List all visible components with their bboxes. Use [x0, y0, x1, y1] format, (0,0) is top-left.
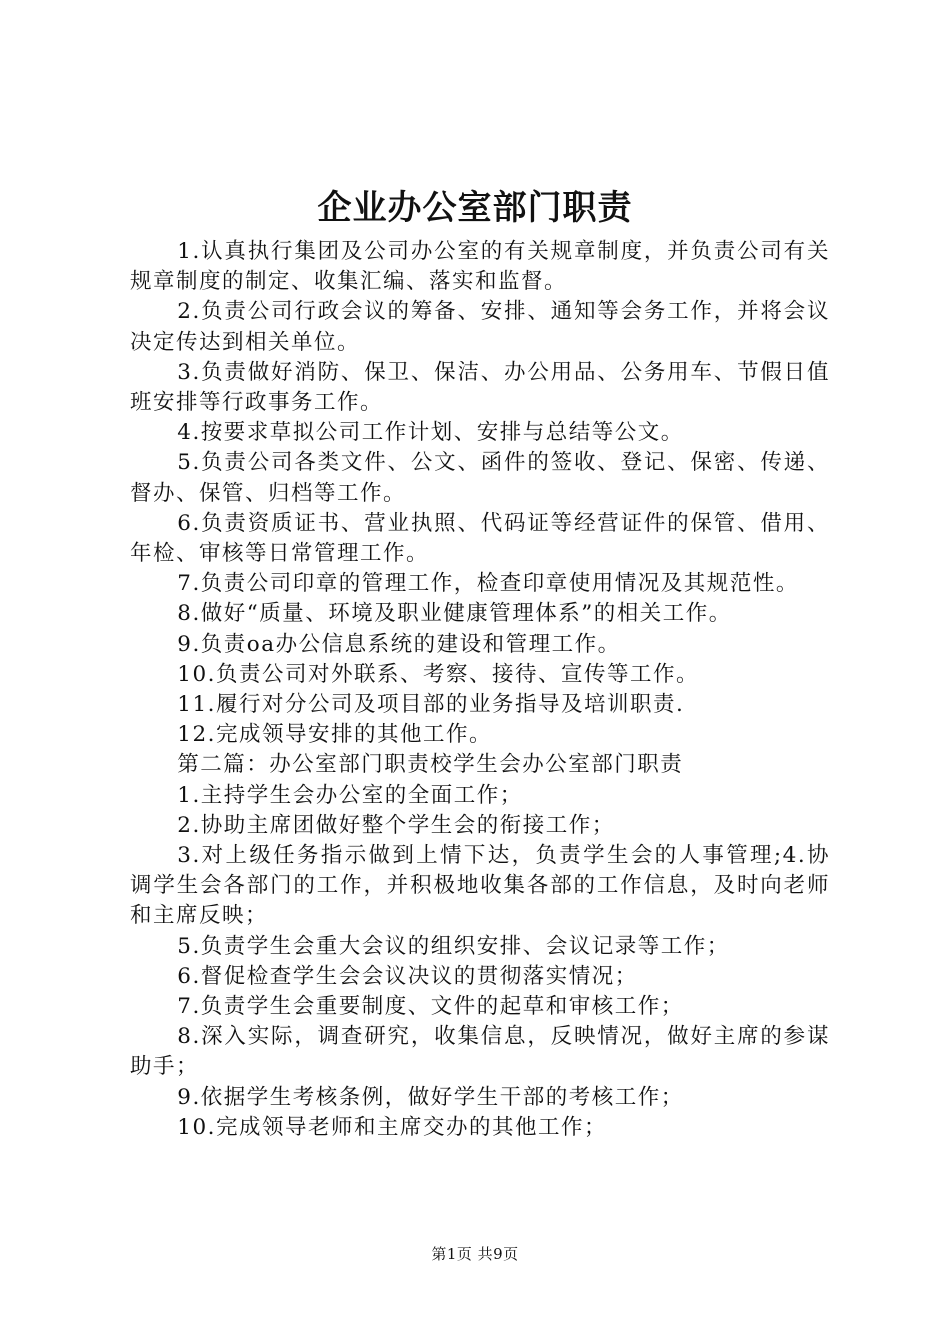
paragraph: 5.负责学生会重大会议的组织安排、会议记录等工作；: [177, 933, 730, 959]
paragraph: 2.负责公司行政会议的筹备、安排、通知等会务工作，并将会议决定传达到相关单位。: [130, 299, 830, 355]
paragraph: 2.协助主席团做好整个学生会的衔接工作；: [177, 812, 615, 838]
paragraph: 1.认真执行集团及公司办公室的有关规章制度，并负责公司有关规章制度的制定、收集汇编、落实和监督。: [130, 239, 830, 295]
paragraph: 7.负责学生会重要制度、文件的起草和审核工作；: [177, 994, 684, 1020]
paragraph: 10.完成领导老师和主席交办的其他工作；: [177, 1114, 607, 1140]
paragraph: 5.负责公司各类文件、公文、函件的签收、登记、保密、传递、督办、保管、归档等工作。: [130, 450, 830, 506]
paragraph: 1.主持学生会办公室的全面工作；: [177, 782, 523, 808]
paragraph: 7.负责公司印章的管理工作，检查印章使用情况及其规范性。: [177, 571, 799, 597]
paragraph: 10.负责公司对外联系、考察、接待、宣传等工作。: [177, 661, 699, 687]
section-heading: 第二篇：办公室部门职责校学生会办公室部门职责: [177, 752, 684, 778]
paragraph: 9.负责oa办公信息系统的建设和管理工作。: [177, 631, 621, 657]
paragraph: 9.依据学生考核条例，做好学生干部的考核工作；: [177, 1084, 684, 1110]
paragraph: 4.按要求草拟公司工作计划、安排与总结等公文。: [177, 420, 684, 446]
paragraph: 3.对上级任务指示做到上情下达，负责学生会的人事管理;4.协调学生会各部门的工作，并积极地收集各部的工作信息，及时向老师和主席反映；: [130, 843, 830, 929]
paragraph: 6.负责资质证书、营业执照、代码证等经营证件的保管、借用、年检、审核等日常管理工作。: [130, 510, 830, 567]
paragraph: 8.做好“质量、环境及职业健康管理体系”的相关工作。: [177, 601, 732, 627]
document-title: 企业办公室部门职责: [317, 188, 633, 228]
document-body: [130, 237, 830, 1143]
paragraph: 8.深入实际，调查研究，收集信息，反映情况，做好主席的参谋助手；: [130, 1024, 830, 1080]
paragraph: 3.负责做好消防、保卫、保洁、办公用品、公务用车、节假日值班安排等行政事务工作。: [130, 359, 830, 416]
paragraph: 11.履行对分公司及项目部的业务指导及培训职责.: [177, 692, 685, 718]
page-footer: 第1页 共9页: [431, 1245, 519, 1263]
paragraph: 12.完成领导安排的其他工作。: [177, 722, 492, 748]
paragraph: 6.督促检查学生会会议决议的贯彻落实情况；: [177, 963, 638, 989]
